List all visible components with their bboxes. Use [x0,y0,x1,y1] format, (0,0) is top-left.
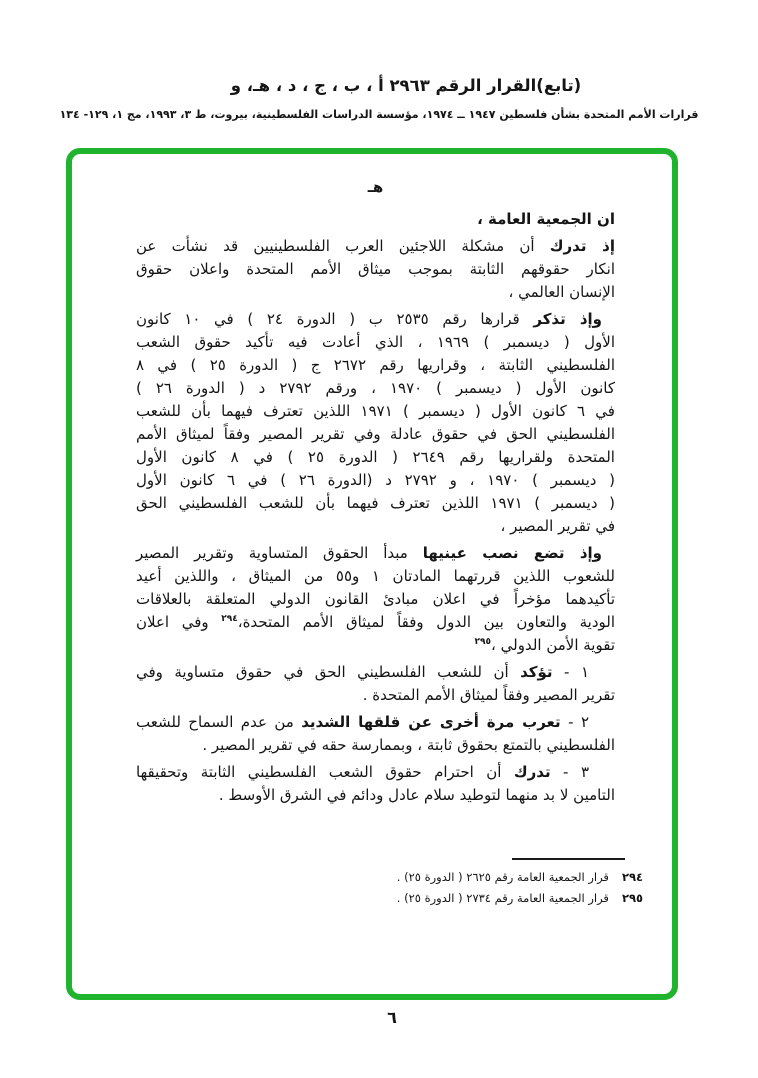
footnote-reference: ٢٩٥ [474,637,492,647]
footnote-text: قرار الجمعية العامة رقم ٢٦٢٥ ( الدورة ٢٥) . [396,870,609,884]
text-line: الودية والتعاون بين الدول وفقاً لميثاق الأمم المتحدة،$^{٢٩٤}$ وفي اعلان [136,613,615,631]
document-body [136,208,615,807]
text-line: تقوية الأمن الدولي ،$^{٢٩٥}$ [474,636,615,654]
text-line: إذ تدرك أن مشكلة اللاجئين العرب الفلسطينيين قد نشأت عن [136,237,615,255]
text-line: وإذ تذكر قرارها رقم ٢٥٣٥ ب ( الدورة ٢٤ ) في ١٠ كانون [136,310,602,328]
text-line: الفلسطيني الحق في حقوق عادلة وفي تقرير المصير وفقاً لميثاق الأمم [136,425,615,443]
document-content [136,176,615,811]
text-line: تأكيدهما مؤخراً في اعلان مبادئ القانون الدولي المتعلقة بالعلاقات [136,590,615,608]
text-line: تقرير المصير وفقاً لميثاق الأمم المتحدة . [362,686,615,704]
footnotes-block [381,858,643,909]
footnote-number: ٢٩٤ [621,870,643,884]
paragraph [136,761,615,807]
text-line: التامين لا بد منهما لتوطيد سلام عادل ودائم في الشرق الأوسط . [218,786,615,804]
text-line: الأول ( ديسمبر ) ١٩٦٩ ، الذي أعادت فيه تأكيد حقوق الشعب [136,333,616,351]
footnote-list [381,867,643,909]
document-frame [66,148,678,1000]
text-line: المتحدة ولقراريها رقم ٢٦٤٩ ( الدورة ٢٥ ) في ٨ كانون الأول [136,448,615,466]
paragraph [136,235,615,304]
footnote-item [381,888,643,909]
resolution-title: (تابع)القرار الرقم ٢٩٦٣ أ ، ب ، ج ، د ، هـ، و [230,76,582,95]
text-line: الإنسان العالمي ، [508,283,615,301]
text-line: وإذ تضع نصب عينيها مبدأ الحقوق المتساوية وتقرير المصير [136,544,602,562]
text-line: ٢ - تعرب مرة أخرى عن قلقها الشديد من عدم السماح للشعب [136,713,590,731]
text-line: ( ديسمبر ) ١٩٧١ اللذين تعترف فيهما بأن للشعب الفلسطيني الحق [136,494,615,512]
paragraph [136,661,615,707]
text-line: ١ - تؤكد أن للشعب الفلسطيني الحق في حقوق متساوية وفي [136,663,590,681]
footnote-divider [512,858,625,860]
paragraph [136,542,615,657]
text-line: انكار حقوقهم الثابتة بموجب ميثاق الأمم المتحدة واعلان حقوق [136,260,615,278]
footnote-number: ٢٩٥ [621,891,643,905]
section-mark: هـ [367,178,384,196]
footnote-reference: ٢٩٤ [221,614,238,624]
paragraph [136,711,615,757]
text-line: ( ديسمبر ) ١٩٧٠ ، و ٢٧٩٢ د (الدورة ٢٦ ) في ٦ كانون الأول [136,471,616,489]
text-line: ان الجمعية العامة ، [477,210,615,228]
text-line: الفلسطيني بالتمتع بحقوق ثابتة ، وبممارسة حقه في تقرير المصير . [202,736,615,754]
text-line: ٣ - تدرك أن احترام حقوق الشعب الفلسطيني الثابتة وتحقيقها [136,763,589,781]
text-line: في تقرير المصير ، [500,517,615,535]
footnote-item [381,867,643,888]
text-line: الفلسطيني الثابتة ، وقراريها رقم ٢٦٧٢ ج ( الدورة ٢٥ ) في ٨ [136,356,615,374]
page-number: ٦ [387,1008,397,1027]
text-line: كانون الأول ( ديسمبر ) ١٩٧٠ ، ورقم ٢٧٩٢ د ( الدورة ٢٦ ) [136,379,615,397]
footnote-text: قرار الجمعية العامة رقم ٢٧٣٤ ( الدورة ٢٥) . [396,891,609,905]
text-line: في ٦ كانون الأول ( ديسمبر ) ١٩٧١ اللذين تعترف فيهما بأن للشعب [136,402,615,420]
paragraph [136,208,615,231]
paragraph [136,308,615,538]
text-line: للشعوب اللذين قررتهما المادتان ١ و٥٥ من الميثاق ، واللذين أعيد [136,567,615,585]
citation-line: قرارات الأمم المتحدة بشأن فلسطين ١٩٤٧ ــ ١٩٧٤، مؤسسة الدراسات الفلسطينية، بيروت، ط ٣، ١٩٩٣، مج ١، ١٢٩- ١٣٤ [59,108,699,121]
